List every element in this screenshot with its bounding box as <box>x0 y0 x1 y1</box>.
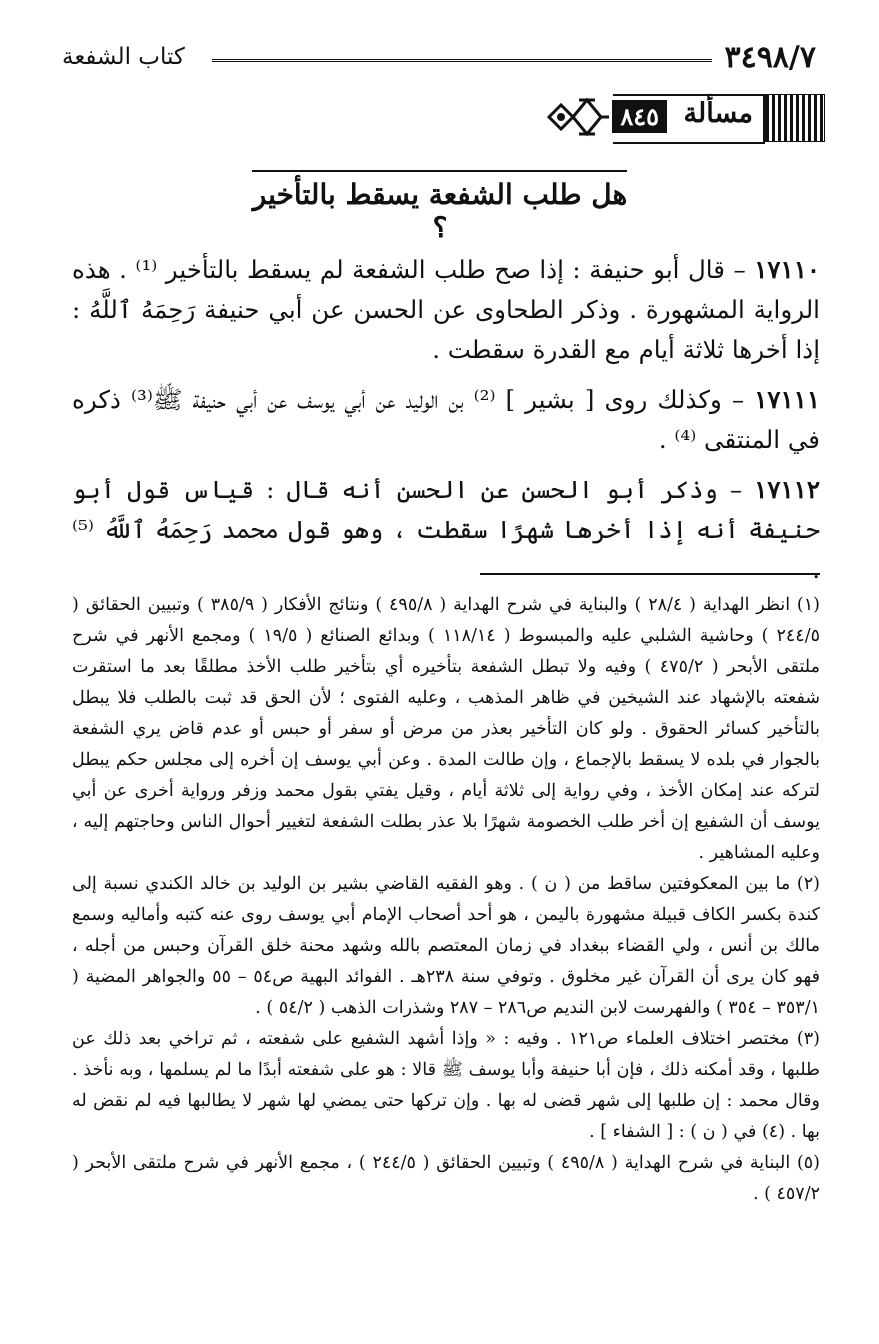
footnote: (١) انظر الهداية ( ٢٨/٤ ) والبناية في شرح الهداية ( ٤٩٥/٨ ) ونتائج الأفكار ( ٣٨٥/٩ ) وتبيين الحقائق ( ٢٤٤/٥ ) وحاشية الشلبي عليه والمبسوط ( ١١٨/١٤ ) وبدائع الصنائع ( ١٩/٥ ) ومجمع الأنهر في شرح ملتقى الأبحر ( ٤٧٥/٢ ) وفيه ولا تبطل الشفعة بتأخيره أي بتأخير طلب الأخذ مطلقًا بعد ما استقرت شفعته بالإشهاد عند الشيخين في ظاهر المذهب ، وعليه الفتوى ؛ لأن الحق قد ثبت بالطلب فلا يبطل بالتأخير كسائر الحقوق . ولو كان التأخير بعذر من مرض أو سفر أو حبس أو عدم قاض يري الشفعة بالجوار في بلده لا يسقط بالإجماع ، وإن طالت المدة . وعن أبي يوسف إن أخره إلى مجلس حكم يبطل لتركه عند إمكان الأخذ ، وفي رواية إلى ثلاثة أيام ، وقيل يفتي بقول محمد وزفر ورواية أخرى عن أبي يوسف أن الشفيع إن أخر طلب الخصومة شهرًا بلا عذر بطلت الشفعة لتغيير أحوال الناس وحاجتهم إليه ، وعليه المشاهير . <box>72 595 820 863</box>
issue-banner <box>545 94 825 144</box>
footnote: (٥) البناية في شرح الهداية ( ٤٩٥/٨ ) وتبيين الحقائق ( ٢٤٤/٥ ) ، مجمع الأنهر في شرح ملتقى الأبحر ( ٤٥٧/٢ ) . <box>72 1153 820 1204</box>
question-title: هل طلب الشفعة يسقط بالتأخير ؟ <box>252 178 628 244</box>
paragraph-number: ١٧١١٠ <box>754 255 821 284</box>
striped-ornament <box>765 94 825 142</box>
main-text <box>72 250 820 600</box>
paragraph <box>72 470 820 590</box>
book-title: كتاب الشفعة <box>62 44 185 70</box>
header-rule <box>212 59 712 62</box>
paragraph-text: – قال أبو حنيفة : إذا صح طلب الشفعة لم يسقط بالتأخير ⁽¹⁾ . هذه الرواية المشهورة . وذكر الطحاوى عن الحسن عن أبي حنيفة رَحِمَهُ ٱللَّهُ : إذا أخرها ثلاثة أيام مع القدرة سقطت . <box>72 255 820 364</box>
issue-number: ٨٤٥ <box>612 100 667 133</box>
footnote: (٣) مختصر اختلاف العلماء ص١٢١ . وفيه : « وإذا أشهد الشفيع على شفعته ، ثم تراخي بعد ذلك عن طلبها ، وقد أمكنه ذلك ، فإن أبا حنيفة وأبا يوسف ﷺ قالا : هو على شفعته أبدًا ما لم يسلمها ، وبه نأخذ . وقال محمد : إن طلبها إلى شهر قضى له بها . وإن تركها حتى يمضي لها شهر لا يطالبها فيه لم نقض له بها . (٤) في ( ن ) : [ الشفاء ] . <box>72 1029 820 1142</box>
paragraph-number: ١٧١١٢ <box>754 475 820 504</box>
page-header <box>52 38 822 78</box>
paragraph-text: – وكذلك روى [ بشير ] ⁽²⁾ بن الوليد عن أبي يوسف عن أبي حنيفة ﷺ⁽³⁾ ذكره في المنتقى ⁽⁴⁾ . <box>72 385 820 454</box>
title-rule <box>252 170 627 172</box>
footnote-rule <box>480 573 820 575</box>
paragraph-text: – وذكر أبو الحسن عن الحسن أنه قال : قياس قول أبو حنيفة أنه إذا أخرها شهرًا سقطت ، وهو قول محمد رَحِمَهُ ٱللَّهُ ⁽⁵⁾ . <box>72 475 820 584</box>
paragraph-number: ١٧١١١ <box>754 385 820 414</box>
footnotes <box>72 590 820 1210</box>
issue-label: مسألة <box>683 98 753 129</box>
paragraph <box>72 250 820 370</box>
paragraph <box>72 380 820 460</box>
knot-ornament-icon <box>543 94 611 140</box>
page-number: ٣٤٩٨/٧ <box>724 40 816 75</box>
footnote: (٢) ما بين المعكوفتين ساقط من ( ن ) . وهو الفقيه القاضي بشير بن الوليد بن خالد الكندي نسبة إلى كندة بكسر الكاف قبيلة مشهورة باليمن ، هو أحد أصحاب الإمام أبي يوسف روى عنه كتبه وأماليه وسمع مالك بن أنس ، ولي القضاء ببغداد في زمان المعتصم بالله وشهد محنة خلق القرآن وحبس من أجله ، فهو كان يرى أن القرآن غير مخلوق . وتوفي سنة ٢٣٨هـ . الفوائد البهية ص٥٤ – ٥٥ والجواهر المضية ( ٣٥٣/١ – ٣٥٤ ) والفهرست لابن النديم ص٢٨٦ – ٢٨٧ وشذرات الذهب ( ٥٤/٢ ) . <box>72 874 820 1018</box>
